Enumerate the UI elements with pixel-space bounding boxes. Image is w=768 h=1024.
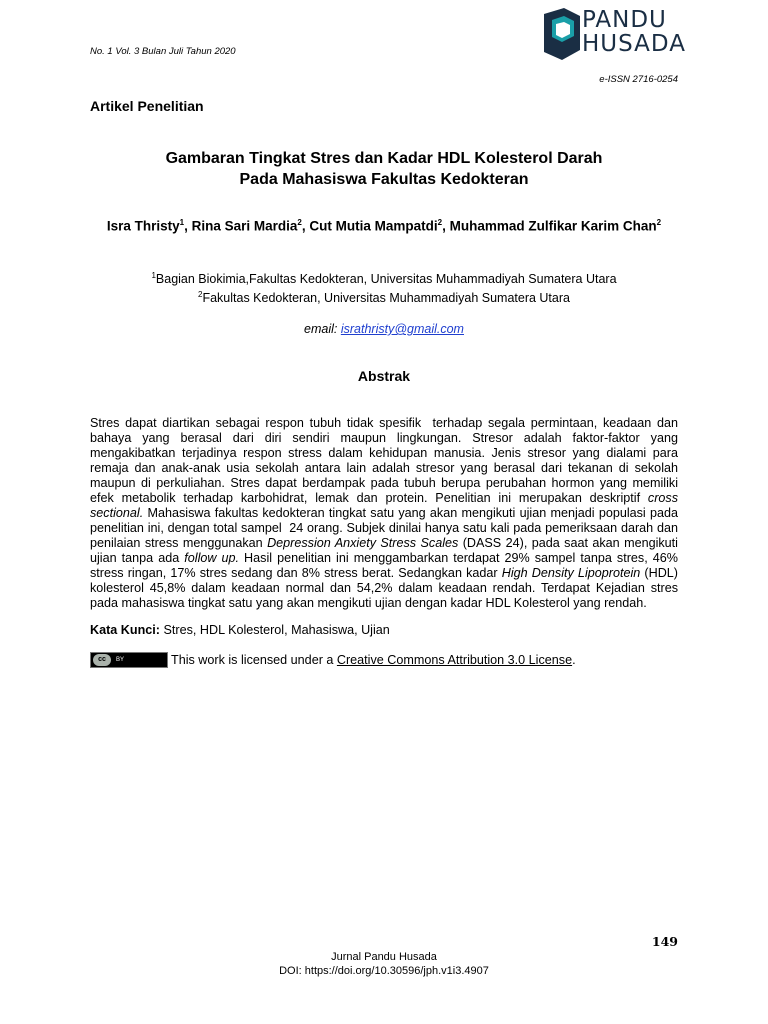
author-affil-sup: 1 bbox=[179, 218, 185, 227]
abstract-text: mengakibatkan terjadinya respon stress dalam kehidupan manusia. Jenis stresor yang dialami para bbox=[90, 446, 678, 460]
affiliations bbox=[90, 268, 678, 306]
email-label: email: bbox=[304, 322, 341, 336]
article-type: Artikel Penelitian bbox=[90, 98, 204, 114]
abstract-line bbox=[90, 476, 678, 491]
abstract-text: stress ringan, 17% stres sedang dan 8% stress berat. Sedangkan kadar bbox=[90, 566, 502, 580]
abstract-text: Hasil penelitian ini menggambarkan terdapat 29% sampel tanpa stres, 46% bbox=[239, 551, 678, 565]
cc-by-badge-icon[interactable] bbox=[90, 652, 168, 668]
eissn: e-ISSN 2716-0254 bbox=[599, 74, 678, 85]
journal-logo bbox=[540, 6, 690, 62]
license-link[interactable]: Creative Commons Attribution 3.0 License bbox=[336, 653, 573, 667]
affiliation-text: Bagian Biokimia,Fakultas Kedokteran, Universitas Muhammadiyah Sumatera Utara bbox=[155, 272, 617, 287]
affiliation-sup: 1 bbox=[151, 271, 156, 280]
footer bbox=[90, 950, 678, 978]
abstract-line bbox=[90, 551, 678, 566]
abstract-text: pada mahasiswa tingkat satu yang akan mengikuti ujian dengan kadar HDL Kolesterol yang rendah. bbox=[90, 596, 647, 610]
affiliation bbox=[90, 287, 678, 306]
affiliation bbox=[90, 268, 678, 287]
abstract-italic-term: sectional. bbox=[90, 506, 144, 520]
author-list bbox=[90, 218, 678, 234]
abstract-line bbox=[90, 461, 678, 476]
abstract-text: Mahasiswa fakultas kedokteran tingkat satu yang akan mengikuti ujian menjadi populasi pada bbox=[143, 506, 678, 520]
abstract-line bbox=[90, 431, 678, 446]
abstract-text: (DASS 24), pada saat akan mengikuti bbox=[458, 536, 678, 550]
abstract-text: remaja dan anak-anak usia sekolah antara lain adalah stresor yang berasal dari tekanan di sekolah bbox=[90, 461, 678, 475]
abstract-line bbox=[90, 446, 678, 461]
license-prefix: This work is licensed under a bbox=[171, 653, 337, 667]
license-line bbox=[90, 652, 576, 668]
cc-badge-cc: cc bbox=[93, 654, 111, 666]
keywords bbox=[90, 623, 390, 637]
author-name: Isra Thristy bbox=[106, 218, 180, 234]
abstract-italic-term: cross bbox=[647, 491, 678, 505]
email-link[interactable]: israthristy@gmail.com bbox=[340, 322, 464, 336]
abstract-text: penilaian stress menggunakan bbox=[90, 536, 268, 550]
title-line-2: Pada Mahasiswa Fakultas Kedokteran bbox=[239, 171, 529, 188]
abstract-text: ujian tanpa ada bbox=[90, 551, 185, 565]
author-affil-sup: 2 bbox=[437, 218, 443, 227]
author-name: Cut Mutia Mampatdi bbox=[309, 218, 438, 234]
author-separator: , bbox=[301, 218, 310, 234]
abstract-heading: Abstrak bbox=[357, 368, 411, 384]
paper-title bbox=[90, 148, 678, 190]
footer-doi: DOI: https://doi.org/10.30596/jph.v1i3.4907 bbox=[279, 965, 489, 977]
email-line bbox=[90, 322, 678, 336]
abstract-line bbox=[90, 536, 678, 551]
abstract-line bbox=[90, 596, 678, 611]
author-name: Rina Sari Mardia bbox=[191, 218, 298, 234]
abstract-italic-term: High Density Lipoprotein bbox=[501, 566, 641, 580]
abstract-italic-term: follow up. bbox=[184, 551, 240, 565]
cc-badge-by: BY bbox=[116, 657, 125, 663]
abstract-line bbox=[90, 566, 678, 581]
affiliation-text: Fakultas Kedokteran, Universitas Muhammadiyah Sumatera Utara bbox=[202, 291, 570, 306]
abstract-line bbox=[90, 506, 678, 521]
abstract-body bbox=[90, 416, 678, 611]
page-number: 149 bbox=[651, 934, 678, 949]
abstract-text: Stres dapat diartikan sebagai respon tubuh tidak spesifik terhadap segala permintaan, keadaan dan bbox=[90, 416, 678, 430]
author-separator: , bbox=[184, 218, 192, 234]
keywords-label: Kata Kunci: bbox=[90, 623, 160, 637]
abstract-text: kolesterol 45,8% dalam keadaan normal dan 54,2% dalam keadaan rendah. Terdapat Kejadian stres bbox=[90, 581, 678, 595]
abstract-line bbox=[90, 581, 678, 596]
affiliation-sup: 2 bbox=[198, 290, 203, 300]
logo-text-line1: PANDU bbox=[582, 7, 667, 33]
issue-info: No. 1 Vol. 3 Bulan Juli Tahun 2020 bbox=[90, 46, 236, 57]
license-suffix: . bbox=[572, 653, 576, 667]
abstract-text: maupun di perkuliahan. Stres dapat berdampak pada tubuh berupa perubahan hormon yang memiliki bbox=[90, 476, 678, 490]
keywords-text: Stres, HDL Kolesterol, Mahasiswa, Ujian bbox=[159, 623, 390, 637]
abstract-line bbox=[90, 521, 678, 536]
author-separator: , bbox=[442, 218, 450, 234]
logo-mark-icon bbox=[540, 6, 584, 62]
author-name: Muhammad Zulfikar Karim Chan bbox=[449, 218, 657, 234]
author-affil-sup: 2 bbox=[656, 218, 662, 227]
abstract-line bbox=[90, 491, 678, 506]
abstract-text: penelitian ini, dengan total sampel 24 orang. Subjek dinilai hanya satu kali pada pemeriksaan darah dan bbox=[90, 521, 678, 535]
logo-text-line2: HUSADA bbox=[582, 31, 686, 57]
abstract-italic-term: Depression Anxiety Stress Scales bbox=[267, 536, 459, 550]
abstract-text: (HDL) bbox=[640, 566, 678, 580]
abstract-text: bahaya yang berasal dari diri sendiri maupun lingkungan. Stresor adalah faktor-faktor yang bbox=[90, 431, 678, 445]
author-affil-sup: 2 bbox=[297, 218, 302, 227]
title-line-1: Gambaran Tingkat Stres dan Kadar HDL Kolesterol Darah bbox=[165, 150, 603, 167]
footer-journal: Jurnal Pandu Husada bbox=[331, 951, 437, 963]
abstract-text: efek metabolik terhadap karbohidrat, lemak dan protein. Penelitian ini merupakan deskriptif bbox=[90, 491, 648, 505]
abstract-line bbox=[90, 416, 678, 431]
